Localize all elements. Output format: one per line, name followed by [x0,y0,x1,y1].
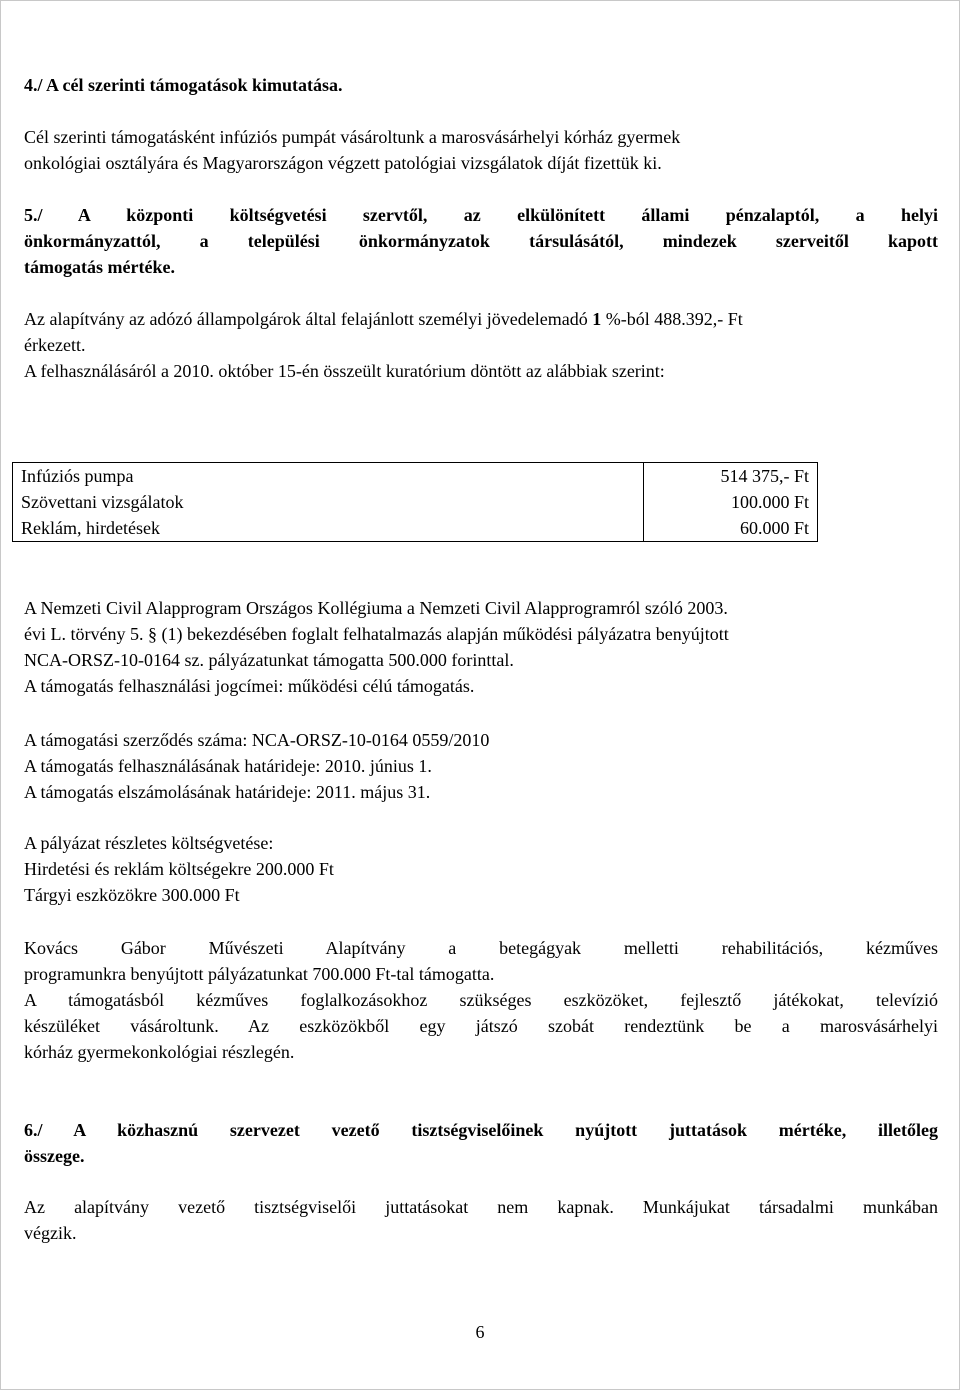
kovacs-line: készüléket vásároltunk. Az eszközökből egy játszó szobát rendeztünk be a marosvásárhelyi [24,1016,938,1036]
one-percent-amount: %-ból 488.392,- Ft [601,309,743,329]
decision-line: A felhasználásáról a 2010. október 15-én összeült kuratórium döntött az alábbiak szerint: [24,361,665,381]
section-6-title-line: összege. [24,1146,85,1166]
section-4-line: Cél szerinti támogatásként infúziós pumpát vásároltunk a marosvásárhelyi kórház gyermek [24,127,681,147]
allocation-table [12,462,818,542]
section-4 [24,72,938,98]
one-percent-line [24,306,938,332]
nca-line: A Nemzeti Civil Alapprogram Országos Kollégiuma a Nemzeti Civil Alapprogramról szóló 2003. [24,598,728,618]
nca-paragraph [24,595,938,699]
section-5-title-line: 5./ A központi költségvetési szervtől, az elkülönített állami pénzalaptól, a helyi [24,205,938,225]
item-infusion-pump: Infúziós pumpa [21,466,134,486]
budget-line: Tárgyi eszközökre 300.000 Ft [24,885,240,905]
page-number: 6 [475,1322,485,1342]
budget-line: A pályázat részletes költségvetése: [24,833,274,853]
contract-line: A támogatás felhasználásának határideje: 2010. június 1. [24,756,432,776]
kovacs-paragraph [24,935,938,1065]
amount-infusion-pump: 514 375,- Ft [720,466,809,486]
section-4-title: 4./ A cél szerinti támogatások kimutatása. [24,75,343,95]
kovacs-line: programunkra benyújtott pályázatunkat 700.000 Ft-tal támogatta. [24,964,495,984]
one-percent-paragraph [24,306,938,384]
section-5-title [24,202,938,280]
section-6-line: Az alapítvány vezető tisztségviselői juttatásokat nem kapnak. Munkájukat társadalmi munkában [24,1197,938,1217]
arrived-line: érkezett. [24,335,86,355]
kovacs-line: A támogatásból kézműves foglalkozásokhoz szükséges eszközöket, fejlesztő játékokat, televízió [24,990,938,1010]
one-percent-text: Az alapítvány az adózó állampolgárok által felajánlott személyi jövedelemadó [24,309,593,329]
kovacs-line: kórház gyermekonkológiai részlegén. [24,1042,295,1062]
budget-line: Hirdetési és reklám költségekre 200.000 Ft [24,859,334,879]
section-4-line: onkológiai osztályára és Magyarországon végzett patológiai vizsgálatok díját fizettük ki. [24,153,662,173]
section-6-line: végzik. [24,1223,77,1243]
item-histology: Szövettani vizsgálatok [21,492,184,512]
nca-line: A támogatás felhasználási jogcímei: működési célú támogatás. [24,676,475,696]
table-row [13,463,818,542]
section-6-title-line: 6./ A közhasznú szervezet vezető tisztségviselőinek nyújtott juttatások mértéke, illetőleg [24,1120,938,1140]
nca-line: NCA-ORSZ-10-0164 sz. pályázatunkat támogatta 500.000 forinttal. [24,650,514,670]
section-4-body [24,124,938,176]
section-6-title [24,1117,938,1169]
contract-line: A támogatás elszámolásának határideje: 2011. május 31. [24,782,431,802]
table-cell-item [13,463,644,542]
item-advertising: Reklám, hirdetések [21,518,160,538]
contract-paragraph [24,727,938,805]
section-5-title-line: önkormányzattól, a települési önkormányzatok társulásától, mindezek szerveitől kapott [24,231,938,251]
table-cell-amount [643,463,817,542]
budget-paragraph [24,830,938,908]
contract-line: A támogatási szerződés száma: NCA-ORSZ-10-0164 0559/2010 [24,730,490,750]
amount-histology: 100.000 Ft [730,492,809,512]
amount-advertising: 60.000 Ft [739,518,809,538]
nca-line: évi L. törvény 5. § (1) bekezdésében foglalt felhatalmazás alapján működési pályázatra benyújtott [24,624,729,644]
section-5-title-line: támogatás mértéke. [24,257,175,277]
one-percent-figure: 1 [592,309,602,329]
kovacs-line: Kovács Gábor Művészeti Alapítvány a betegágyak melletti rehabilitációs, kézműves [24,938,938,958]
section-6-body [24,1194,938,1246]
